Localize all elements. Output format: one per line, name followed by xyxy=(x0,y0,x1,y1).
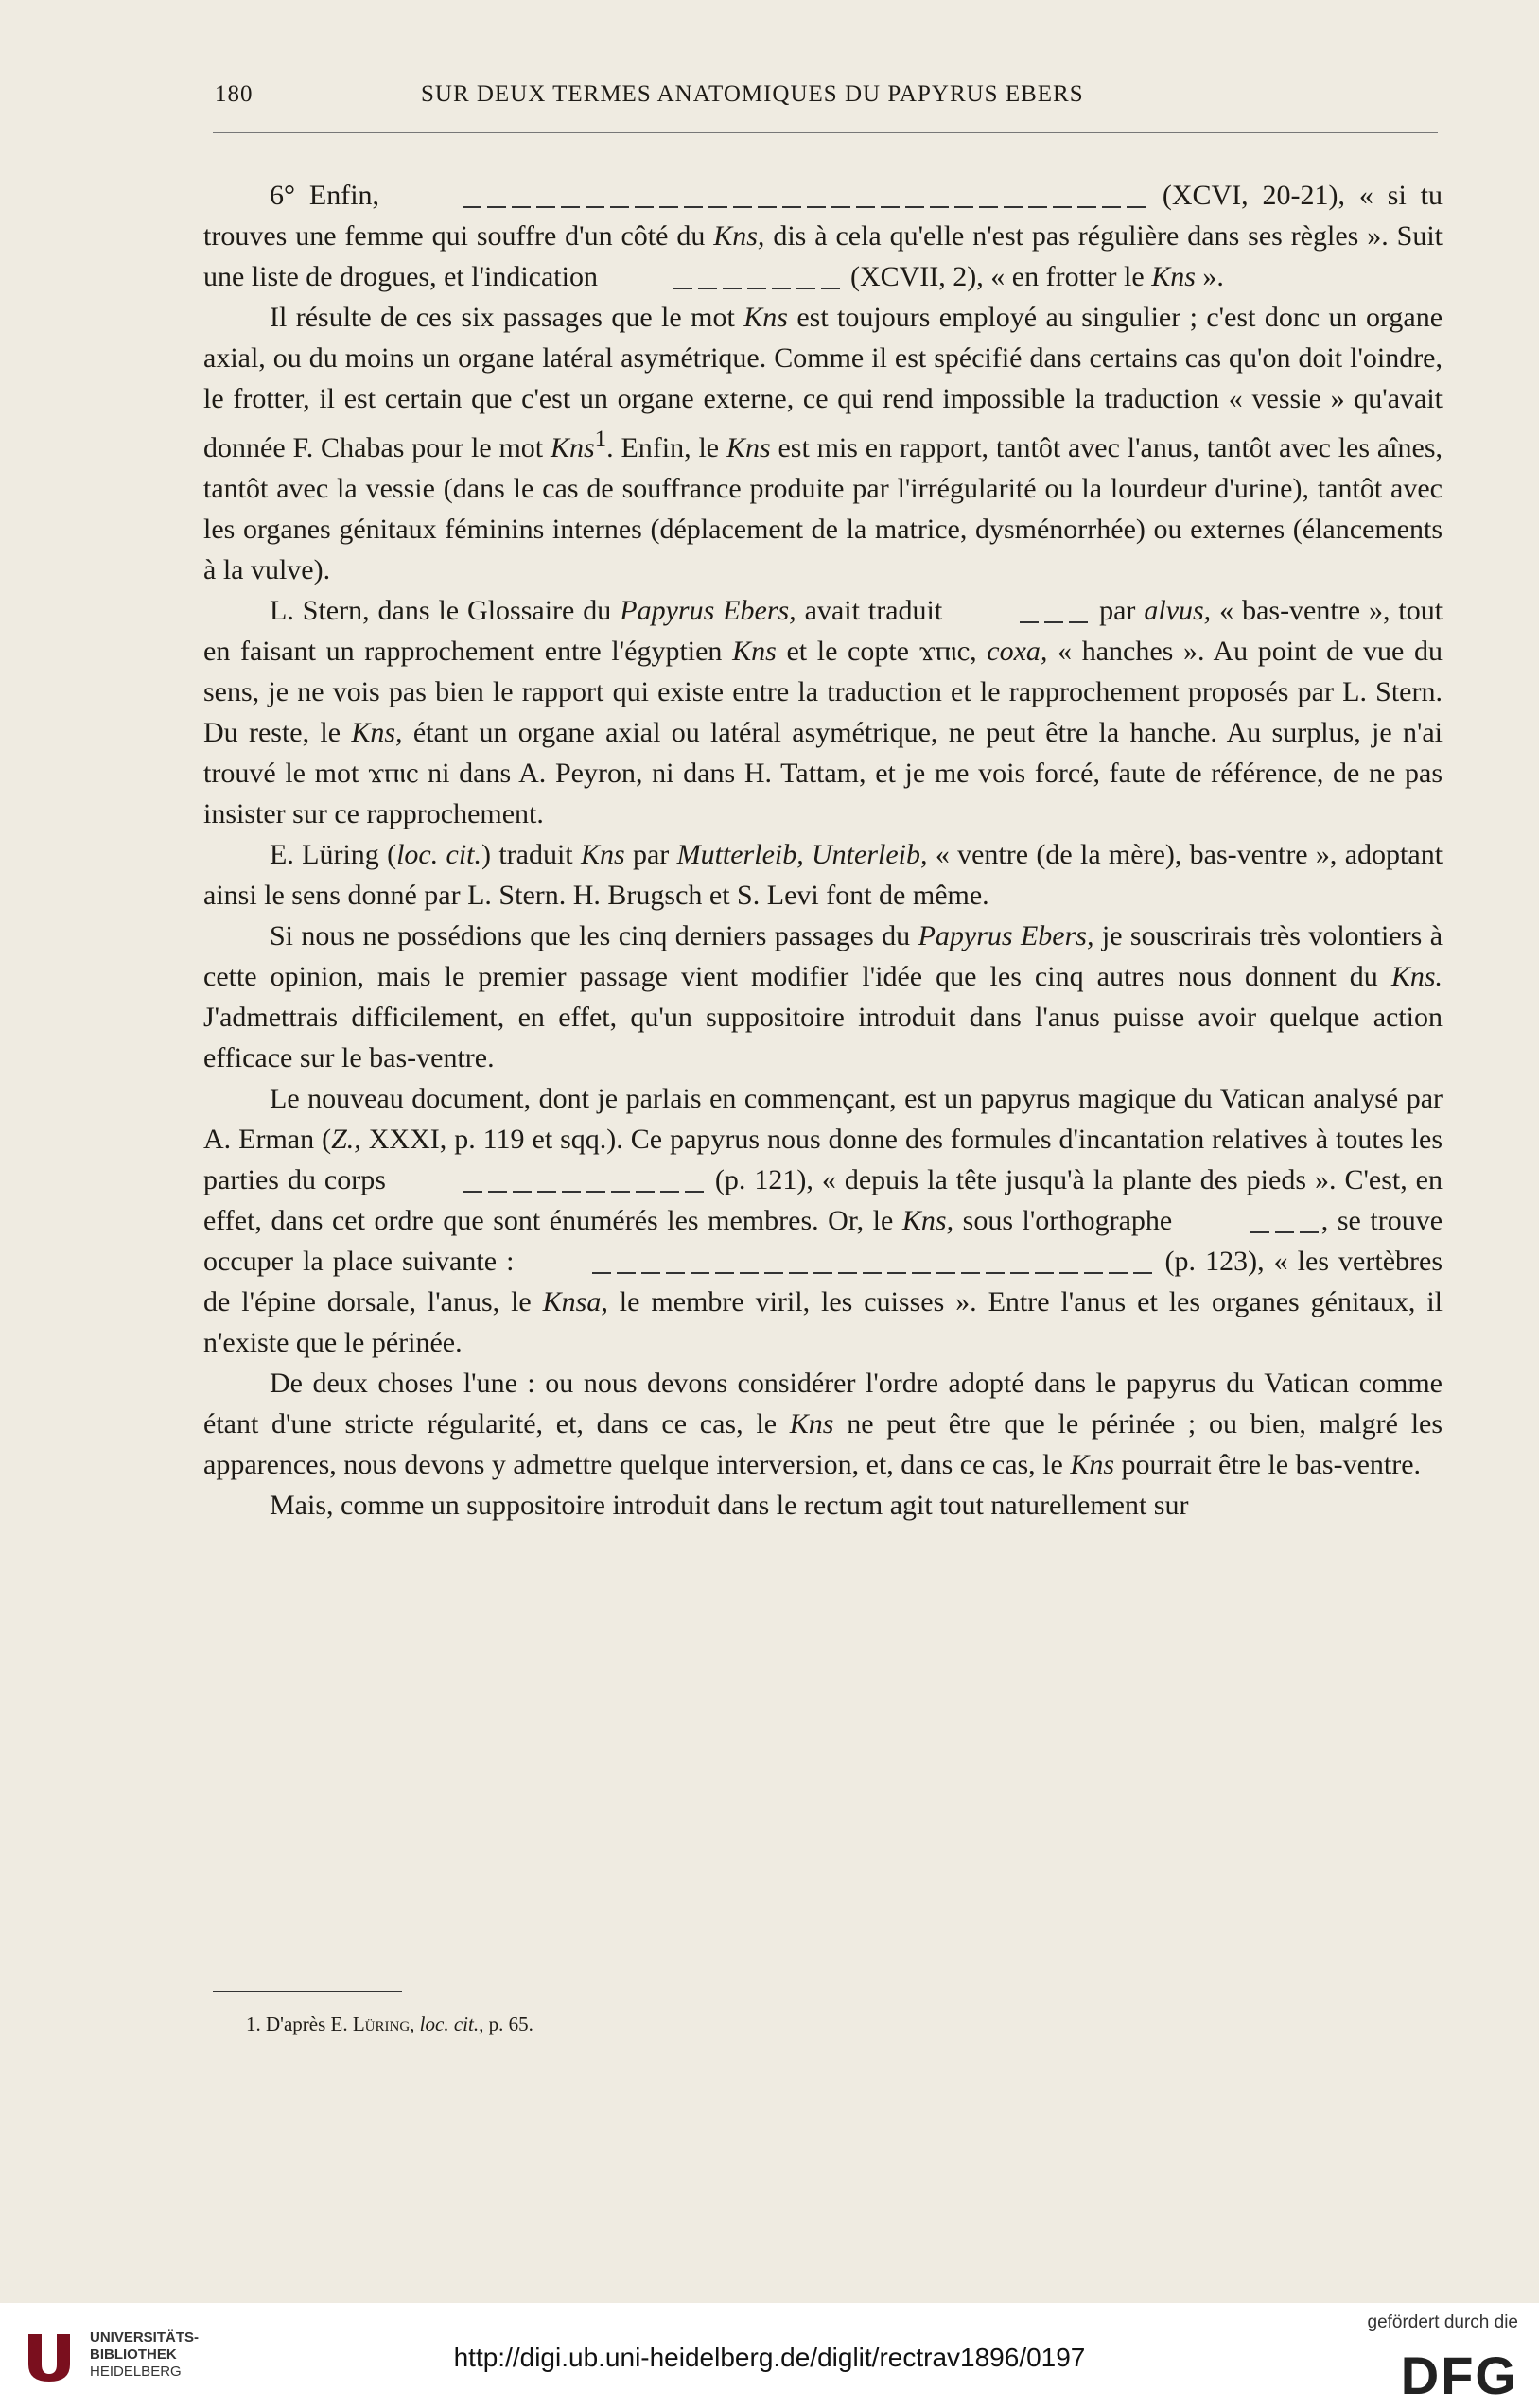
funding-label: gefördert durch die xyxy=(1367,2312,1518,2332)
page-number: 180 xyxy=(215,81,254,107)
footnote-rule xyxy=(213,1991,402,1992)
paragraph: 6° Enfin, (XCVI, 20-21), « si tu trouves une femme qui souffre d'un côté du Kns, dis à cela qu'elle n'est pas régulière dans ses règles ». Suit une liste de drogues, et l'indication (XCVII, 2), « en frotter le Kns ». xyxy=(203,180,1443,292)
permalink-url[interactable]: http://digi.ub.uni-heidelberg.de/diglit/rectrav1896/0197 xyxy=(453,2343,1086,2372)
body-text xyxy=(203,175,1443,1526)
hieroglyph-group xyxy=(393,179,1148,207)
paragraph: L. Stern, dans le Glossaire du Papyrus Ebers, avait traduit par alvus, « bas-ventre », tout en faisant un rapprochement entre l'égyptien Kns et le copte ϫⲡⲓⲥ, coxa, « hanches ». Au point de vue du sens, je ne vois pas bien le rapport qui existe entre la traduction et le rapprochement proposés par L. Stern. Du reste, le Kns, étant un organe axial ou latéral asymétrique, ne peut être la hanche. Au surplus, je n'ai trouvé le mot ϫⲡⲓⲥ ni dans A. Peyron, ni dans H. Tattam, et je me vois forcé, faute de référence, de ne pas insister sur ce rapprochement. xyxy=(203,595,1443,829)
dfg-logo: DFG xyxy=(1400,2346,1518,2405)
hieroglyph-group xyxy=(1181,1204,1321,1232)
paragraph: Le nouveau document, dont je parlais en commençant, est un papyrus magique du Vatican analysé par A. Erman (Z., XXXI, p. 119 et sqq.). Ce papyrus nous donne des formules d'incantation relatives à toutes les parties du corps (p. 121), « depuis la tête jusqu'à la plante des pieds ». C'est, en effet, dans cet ordre que sont énumérés les membres. Or, le Kns, sous l'orthographe , se trouve occuper la place suivante : (p. 123), « les vertèbres de l'épine dorsale, l'anus, le Knsa, le membre viril, les cuisses ». Entre l'anus et les organes génitaux, il n'existe que le périnée. xyxy=(203,1083,1443,1358)
hieroglyph-group xyxy=(523,1245,1155,1273)
header-rule xyxy=(213,132,1438,133)
paragraph: Si nous ne possédions que les cinq derniers passages du Papyrus Ebers, je souscrirais très volontiers à cette opinion, mais le premier passage vient modifier l'idée que les cinq autres nous donnent du Kns. J'admettrais difficilement, en effet, qu'un suppositoire introduit dans l'anus puisse avoir quelque action efficace sur le bas-ventre. xyxy=(203,920,1443,1073)
hieroglyph-group xyxy=(604,260,843,288)
library-name: UNIVERSITÄTS- BIBLIOTHEK HEIDELBERG xyxy=(90,2329,200,2380)
footnote-ref: 1 xyxy=(594,427,607,452)
running-title: SUR DEUX TERMES ANATOMIQUES DU PAPYRUS EBERS xyxy=(421,81,1084,107)
paragraph: Mais, comme un suppositoire introduit dans le rectum agit tout naturellement sur xyxy=(270,1490,1189,1521)
paragraph: Il résulte de ces six passages que le mot Kns est toujours employé au singulier ; c'est donc un organe axial, ou du moins un organe latéral asymétrique. Comme il est spécifié dans certains cas qu'on doit l'oindre, le frotter, il est certain que c'est un organe externe, ce qui rend impossible la traduction « vessie » qu'avait donnée F. Chabas pour le mot Kns$^1$. Enfin, le Kns est mis en rapport, tantôt avec l'anus, tantôt avec les aînes, tantôt avec la vessie (dans le cas de souffrance produite par l'irrégularité ou la lourdeur d'urine), tantôt avec les organes génitaux féminins internes (déplacement de la matrice, dysménorrhée) ou externes (élancements à la vulve). xyxy=(203,302,1443,585)
viewer-footer xyxy=(0,2303,1539,2408)
hieroglyph-group xyxy=(951,594,1091,622)
paragraph: E. Lüring (loc. cit.) traduit Kns par Mutterleib, Unterleib, « ventre (de la mère), bas-ventre », adoptant ainsi le sens donné par L. Stern. H. Brugsch et S. Levi font de même. xyxy=(203,839,1443,911)
hieroglyph-group xyxy=(394,1163,707,1192)
footnote: 1. D'après E. Lüring, loc. cit., p. 65. xyxy=(246,2013,533,2035)
paragraph: De deux choses l'une : ou nous devons considérer l'ordre adopté dans le papyrus du Vatican comme étant d'une stricte régularité, et, dans ce cas, le Kns ne peut être que le périnée ; ou bien, malgré les apparences, nous devons y admettre quelque interversion, et, dans ce cas, le Kns pourrait être le bas-ventre. xyxy=(203,1368,1443,1480)
running-header xyxy=(203,76,1443,113)
